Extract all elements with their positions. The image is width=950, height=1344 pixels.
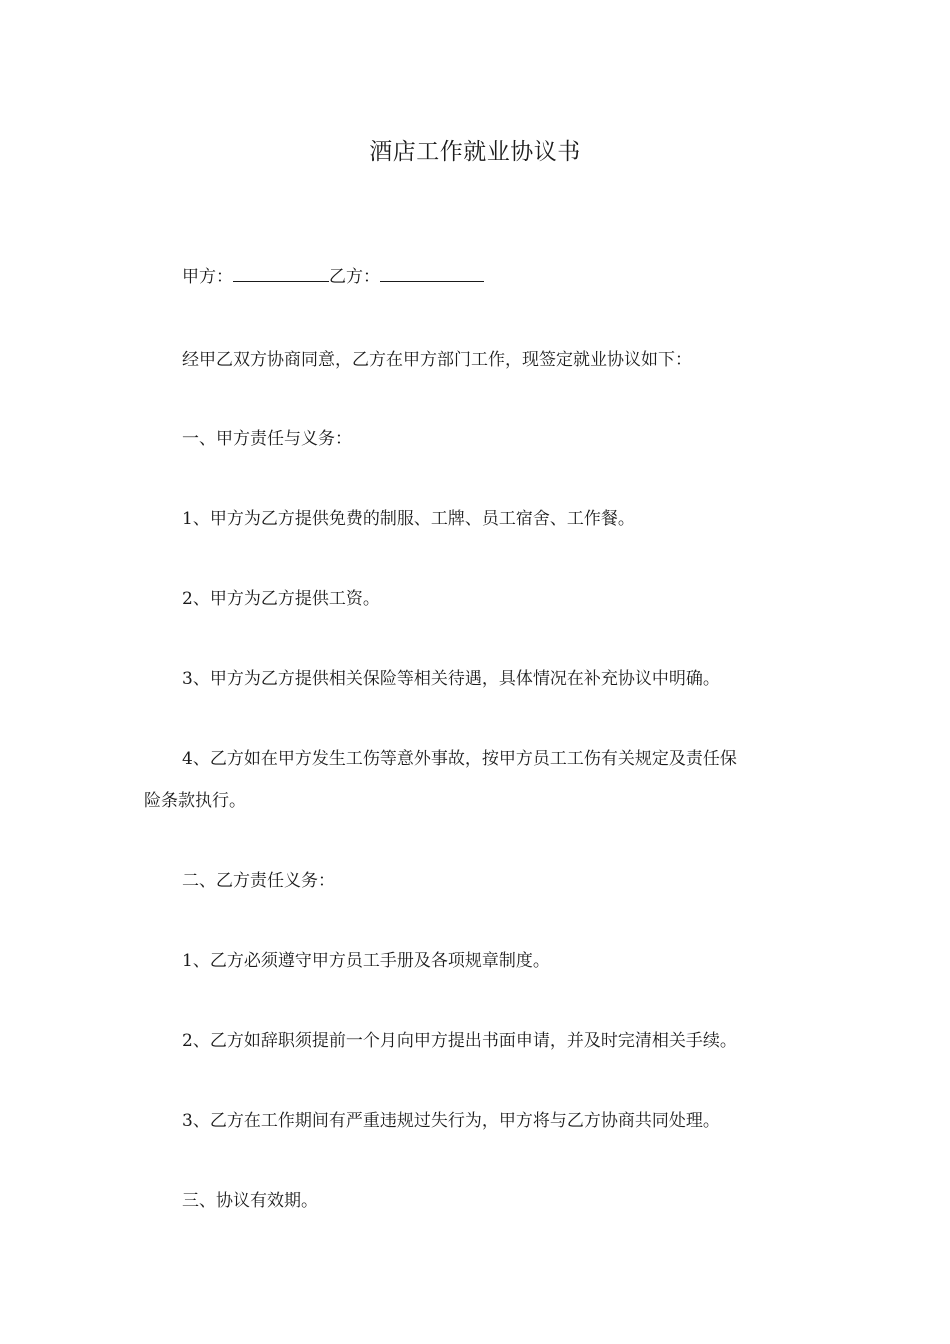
section-1-item-4-line-2: 险条款执行。: [144, 791, 246, 811]
party-b-label: 乙方：: [329, 267, 380, 287]
party-a-blank: [233, 267, 329, 282]
party-a-label: 甲方：: [182, 267, 233, 287]
parties-line: [144, 258, 862, 296]
party-b-blank: [380, 267, 484, 282]
section-2-item-2: 2、乙方如辞职须提前一个月向甲方提出书面申请，并及时完清相关手续。: [182, 1031, 737, 1051]
section-2-item-1: 1、乙方必须遵守甲方员工手册及各项规章制度。: [182, 951, 550, 971]
section-1-item-4-line-1: 4、乙方如在甲方发生工伤等意外事故，按甲方员工工伤有关规定及责任保: [182, 749, 737, 769]
document-title: 酒店工作就业协议书: [369, 139, 581, 165]
section-3-heading: 三、协议有效期。: [182, 1191, 318, 1211]
intro-paragraph: 经甲乙双方协商同意，乙方在甲方部门工作，现签定就业协议如下：: [182, 350, 692, 370]
section-2-heading: 二、乙方责任义务：: [182, 871, 335, 891]
section-1-item-2: 2、甲方为乙方提供工资。: [182, 589, 380, 609]
section-1-item-3: 3、甲方为乙方提供相关保险等相关待遇，具体情况在补充协议中明确。: [182, 669, 720, 689]
section-1-item-1: 1、甲方为乙方提供免费的制服、工牌、员工宿舍、工作餐。: [182, 509, 635, 529]
section-2-item-3: 3、乙方在工作期间有严重违规过失行为，甲方将与乙方协商共同处理。: [182, 1111, 720, 1131]
section-1-heading: 一、甲方责任与义务：: [182, 429, 352, 449]
